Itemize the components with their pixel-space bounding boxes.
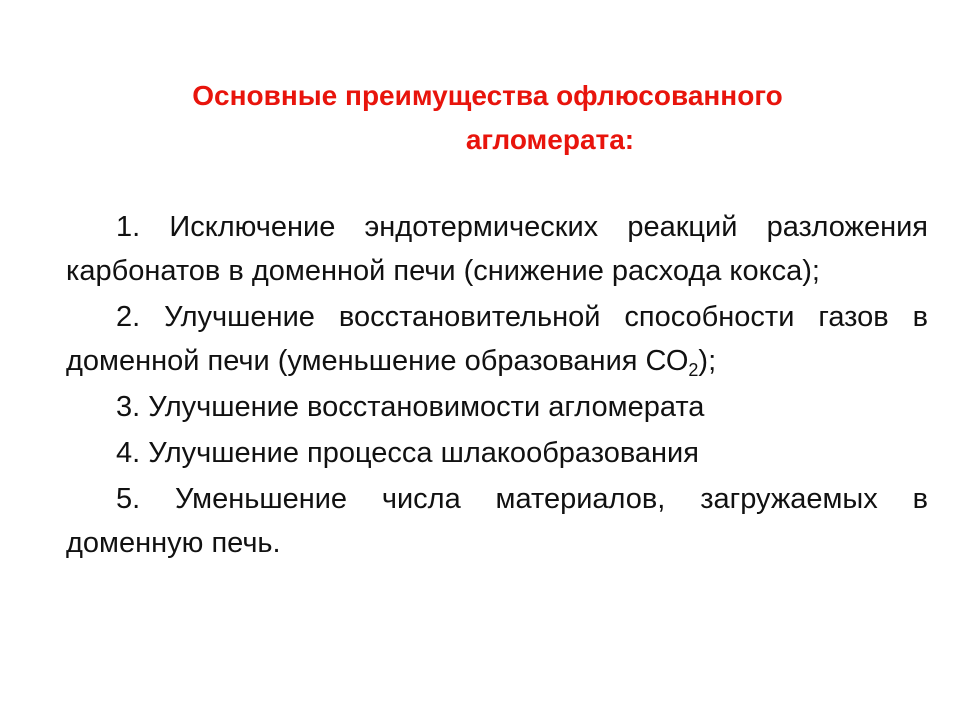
list-item-2 <box>66 295 928 383</box>
slide-title-line1: Основные преимущества офлюсованного <box>192 80 783 111</box>
list-item-2-text: 2. Улучшение восстановительной способности газов в доменной печи (уменьшение образования СО <box>66 301 928 377</box>
co2-subscript: 2 <box>688 360 699 380</box>
slide-title <box>60 74 915 162</box>
list-item-5: 5. Уменьшение числа материалов, загружаемых в доменную печь. <box>66 483 928 559</box>
list-item-2-end: ); <box>698 345 717 377</box>
list-item-4: 4. Улучшение процесса шлакообразования <box>116 437 699 469</box>
list-item-3: 3. Улучшение восстановимости агломерата <box>116 391 705 423</box>
list-item-1: 1. Исключение эндотермических реакций разложения карбонатов в доменной печи (снижение расхода кокса); <box>66 211 928 287</box>
advantages-list <box>66 205 928 565</box>
slide-title-line2: агломерата: <box>465 124 635 155</box>
